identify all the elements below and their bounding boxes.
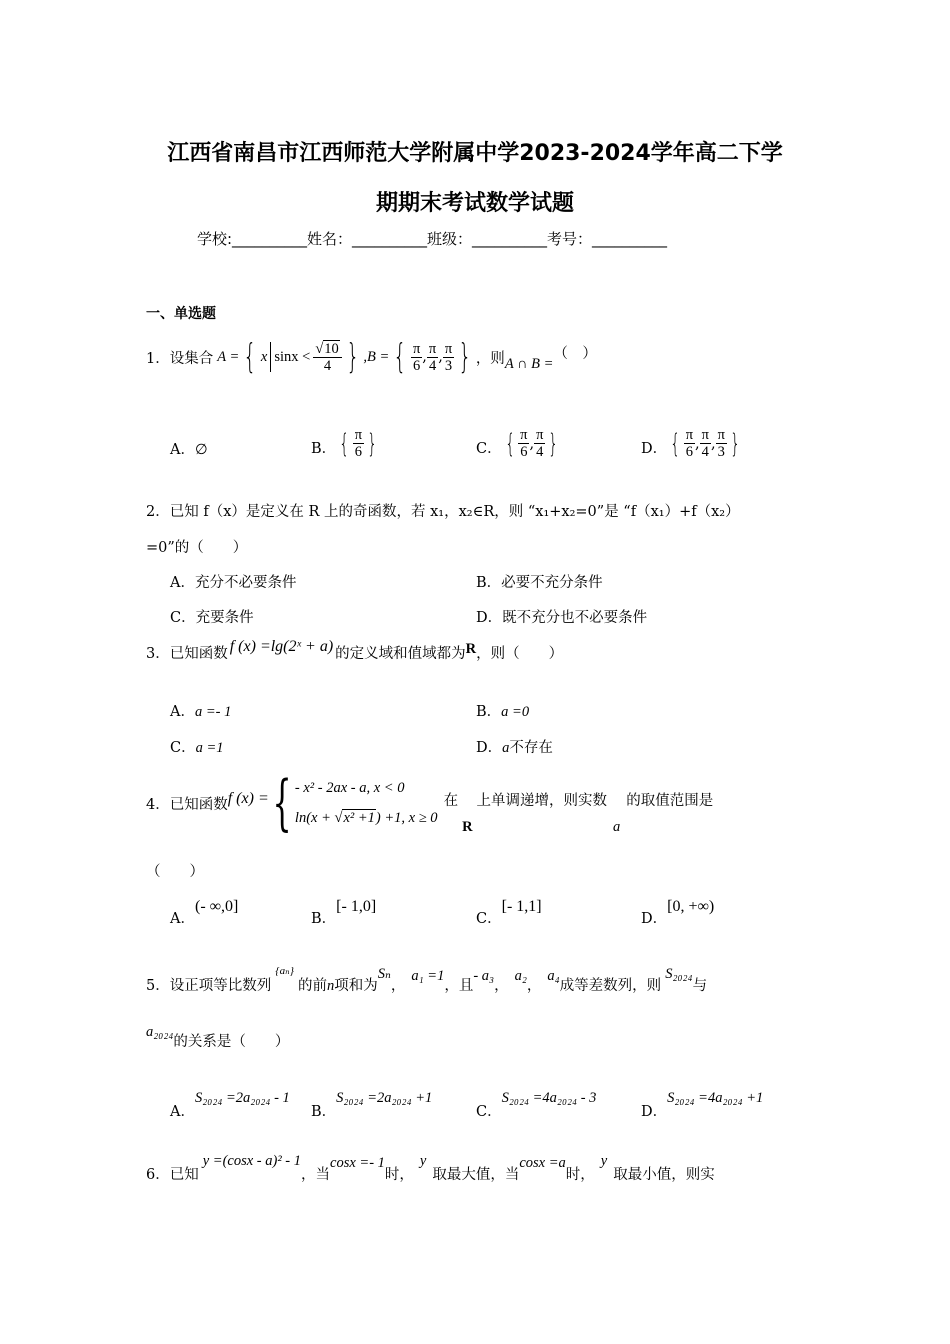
q4-option-d[interactable]: [641, 895, 715, 927]
right-brace-icon: }: [548, 428, 559, 459]
q1-option-c[interactable]: C． { $\frac{\pi}{6}$ , $\frac{\pi}{4}$ }: [476, 427, 559, 460]
q3-optA-math: a =- 1: [194, 704, 232, 720]
q5-a2024: a₂₀₂₄: [146, 1024, 174, 1040]
question-2-line2: =0”的（ ）: [146, 540, 248, 556]
q4-option-b[interactable]: [311, 895, 377, 927]
option-label: A．: [170, 1104, 195, 1120]
q1c-frac-pi4: $\frac{\pi}{4}$: [536, 427, 544, 460]
q6-text5: 取最小值，则实: [613, 1167, 715, 1183]
q6-y2: y: [600, 1153, 608, 1169]
q6-number: 6．已知: [146, 1167, 199, 1183]
q1d-frac-pi6: $\frac{\pi}{6}$: [685, 427, 694, 460]
option-label: B．: [311, 441, 337, 457]
q4-optA-math: (- ∞,0]: [194, 898, 239, 915]
q3-option-a[interactable]: [170, 700, 231, 721]
option-label: A．: [170, 911, 195, 927]
left-brace-icon: {: [670, 428, 681, 459]
option-label: D．: [641, 911, 668, 927]
q6-cos2: cosx =a: [519, 1155, 566, 1171]
q1-sqrt-ten: 10: [324, 340, 339, 357]
question-5-line2: [146, 1024, 290, 1051]
q4-piece1: - x² - 2ax - a, x < 0: [294, 780, 405, 796]
q3-option-c[interactable]: [170, 736, 224, 757]
question-4: [146, 770, 713, 836]
q5-S2024: S₂₀₂₄: [665, 966, 693, 982]
left-brace-icon: {: [393, 337, 407, 377]
q1-set-a-label: A =: [217, 348, 240, 365]
q5-optC-math: S₂₀₂₄ =4a₂₀₂₄ - 3: [501, 1090, 597, 1106]
q5-text1: 的前: [298, 978, 327, 994]
q1d-frac-pi4: $\frac{\pi}{4}$: [701, 427, 709, 460]
q1-frac-pi6: $\frac{\pi}{6}$: [412, 340, 421, 374]
left-brace-icon: {: [504, 428, 515, 459]
question-5: 5．设正项等比数列 {aₙ} 的前 n 项和为 Sₙ ， a₁ =1 ，且 - a₃ ， a₂ ， a₄ 成等差数列，则 S₂₀₂₄ 与: [146, 965, 708, 994]
q2-option-a[interactable]: A．充分不必要条件: [170, 575, 297, 591]
q5-option-d[interactable]: [641, 1086, 764, 1120]
q3-tail: ，则（ ）: [476, 646, 564, 662]
q1-option-d[interactable]: D． { $\frac{\pi}{6}$ , $\frac{\pi}{4}$ , $\frac{\pi}{3}$ }: [641, 427, 741, 460]
q3-option-b[interactable]: [476, 700, 529, 721]
right-brace-icon: }: [367, 428, 378, 459]
q1-frac-pi3: $\frac{\pi}{3}$: [444, 340, 453, 374]
q1-var-x: x: [260, 348, 268, 365]
option-label: C．: [170, 740, 196, 756]
option-label: D．: [476, 740, 503, 756]
q4-pieces: [295, 773, 438, 833]
q1-frac-pi4: $\frac{\pi}{4}$: [428, 340, 437, 374]
option-label: B．: [311, 911, 337, 927]
right-brace-icon: }: [458, 337, 472, 377]
q6-cos1: cosx =- 1: [330, 1155, 385, 1171]
q1b-frac-pi6: $\frac{\pi}{6}$: [354, 427, 363, 460]
option-label: C．: [476, 911, 502, 927]
q1-then: ，则: [475, 350, 505, 367]
q5-relation: 的关系是（ ）: [173, 1034, 290, 1050]
q4-var-a: a: [613, 818, 621, 835]
q1-empty-set: ∅: [194, 442, 208, 458]
q5-text3: ，且: [444, 978, 474, 994]
q3-text: 的定义域和值域都为: [335, 646, 466, 662]
q5-a2: a₂: [514, 968, 527, 984]
q4-option-c[interactable]: [476, 895, 542, 927]
q6-y1: y: [419, 1153, 427, 1169]
q5-optD-math: S₂₀₂₄ =4a₂₀₂₄ +1: [667, 1090, 764, 1106]
q4-optB-math: [- 1,0]: [336, 898, 377, 915]
q1-set-b-label: ,B =: [363, 348, 390, 365]
right-brace-icon: }: [730, 428, 741, 459]
option-label: D．: [641, 1104, 668, 1120]
q1-condition: sinx <: [274, 348, 311, 365]
option-label: B．: [476, 704, 502, 720]
q1-paren: （ ）: [553, 345, 597, 362]
student-info-line: 学校:__________姓名：__________班级：__________考号：__________: [197, 230, 668, 248]
q4-real-set: R: [462, 818, 473, 835]
q5-optA-math: S₂₀₂₄ =2a₂₀₂₄ - 1: [194, 1090, 290, 1106]
q4-piece2: ln(x + √x² +1) +1, x ≥ 0: [294, 810, 438, 826]
q2-option-b[interactable]: B．必要不充分条件: [476, 575, 603, 591]
question-3: [146, 637, 564, 663]
q4-paren: （ ）: [146, 864, 204, 880]
q4-text: 上单调递增，则实数: [476, 792, 608, 809]
q6-text2: 时，: [384, 1167, 414, 1183]
q1-number: 1．设集合: [146, 350, 214, 367]
q4-optC-math: [- 1,1]: [501, 898, 542, 915]
q5-a1: a₁ =1: [411, 968, 445, 984]
option-label: C．: [476, 1104, 502, 1120]
q6-text4: 时，: [565, 1167, 595, 1183]
q4-tail: 的取值范围是: [626, 792, 714, 809]
q3-function: f (x) =lg(2ˣ + a): [229, 637, 334, 655]
q5-yu: 与: [692, 978, 708, 994]
piecewise-brace-icon: {: [272, 768, 292, 838]
q4-zai: 在: [443, 792, 459, 809]
q1-fraction: $\frac{√10}{4}$: [313, 341, 341, 374]
right-brace-icon: }: [346, 337, 360, 377]
q5-sequence: {aₙ}: [275, 965, 294, 977]
question-6: [146, 1150, 715, 1184]
q3-number: 3．已知函数: [146, 646, 228, 662]
option-label: C．: [476, 441, 502, 457]
q1-option-a[interactable]: [170, 438, 208, 459]
q5-number: 5．设正项等比数列: [146, 978, 272, 994]
page-title-line2: 期期末考试数学试题: [375, 191, 574, 216]
q5-text2: 项和为: [334, 978, 378, 994]
q3-optD-math: a: [502, 740, 510, 756]
page-title-line1: 江西省南昌市江西师范大学附属中学2023-2024学年高二下学: [167, 141, 783, 166]
q5-text4: 成等差数列，则: [559, 978, 662, 994]
q5-option-b[interactable]: [311, 1086, 433, 1120]
q5-a4: a₄: [547, 968, 560, 984]
q1c-frac-pi6: $\frac{\pi}{6}$: [520, 427, 528, 460]
q3-optD-text: 不存在: [509, 740, 553, 756]
q5-optB-math: S₂₀₂₄ =2a₂₀₂₄ +1: [336, 1090, 433, 1106]
q1-intersection: A ∩ B =: [504, 355, 554, 372]
q1d-frac-pi3: $\frac{\pi}{3}$: [717, 427, 725, 460]
option-label: D．: [641, 441, 668, 457]
q4-option-a[interactable]: [170, 895, 239, 927]
q6-text1: ，当: [301, 1167, 331, 1183]
q5-Sn: Sₙ: [377, 966, 391, 982]
section-heading: 一、单选题: [146, 306, 216, 322]
q1-option-b[interactable]: [311, 414, 381, 458]
q5-a3: - a₃: [473, 968, 495, 984]
q2-option-d[interactable]: D．既不充分也不必要条件: [476, 610, 648, 626]
q6-text3: 取最大值，当: [432, 1167, 520, 1183]
q2-option-c[interactable]: C．充要条件: [170, 610, 254, 626]
q5-var-n: n: [327, 978, 335, 994]
q6-function: y =(cosx - a)² - 1: [202, 1153, 302, 1169]
q3-optC-math: a =1: [195, 740, 224, 756]
q5-option-a[interactable]: [170, 1086, 290, 1120]
q3-option-d[interactable]: [476, 736, 553, 757]
q4-fx: f (x) =: [227, 790, 269, 807]
option-label: A．: [170, 442, 195, 458]
q3-real-set: R: [465, 641, 477, 657]
q5-option-c[interactable]: [476, 1086, 597, 1120]
question-2-line1: 2．已知 f（x）是定义在 R 上的奇函数，若 x₁，x₂∈R，则 “x₁+x₂=0”是 “f（x₁）+f（x₂）: [146, 504, 740, 520]
question-1: 1．设集合 A = { x sinx < $\frac{√10}{4}$ } ,B = { $\frac{\pi}{6}$ , $\frac{\pi}{4}$ , $\frac{\pi}{3}$ } ，则 A ∩ B = （ ）: [146, 337, 597, 377]
option-label: A．: [170, 704, 195, 720]
q4-optD-math: [0, +∞): [667, 898, 715, 915]
q3-optB-math: a =0: [501, 704, 530, 720]
q4-number: 4．已知函数: [146, 796, 228, 813]
option-label: B．: [311, 1104, 337, 1120]
q1-den: 4: [323, 357, 332, 374]
left-brace-icon: {: [243, 337, 257, 377]
left-brace-icon: {: [339, 428, 350, 459]
set-bar: [270, 342, 271, 372]
